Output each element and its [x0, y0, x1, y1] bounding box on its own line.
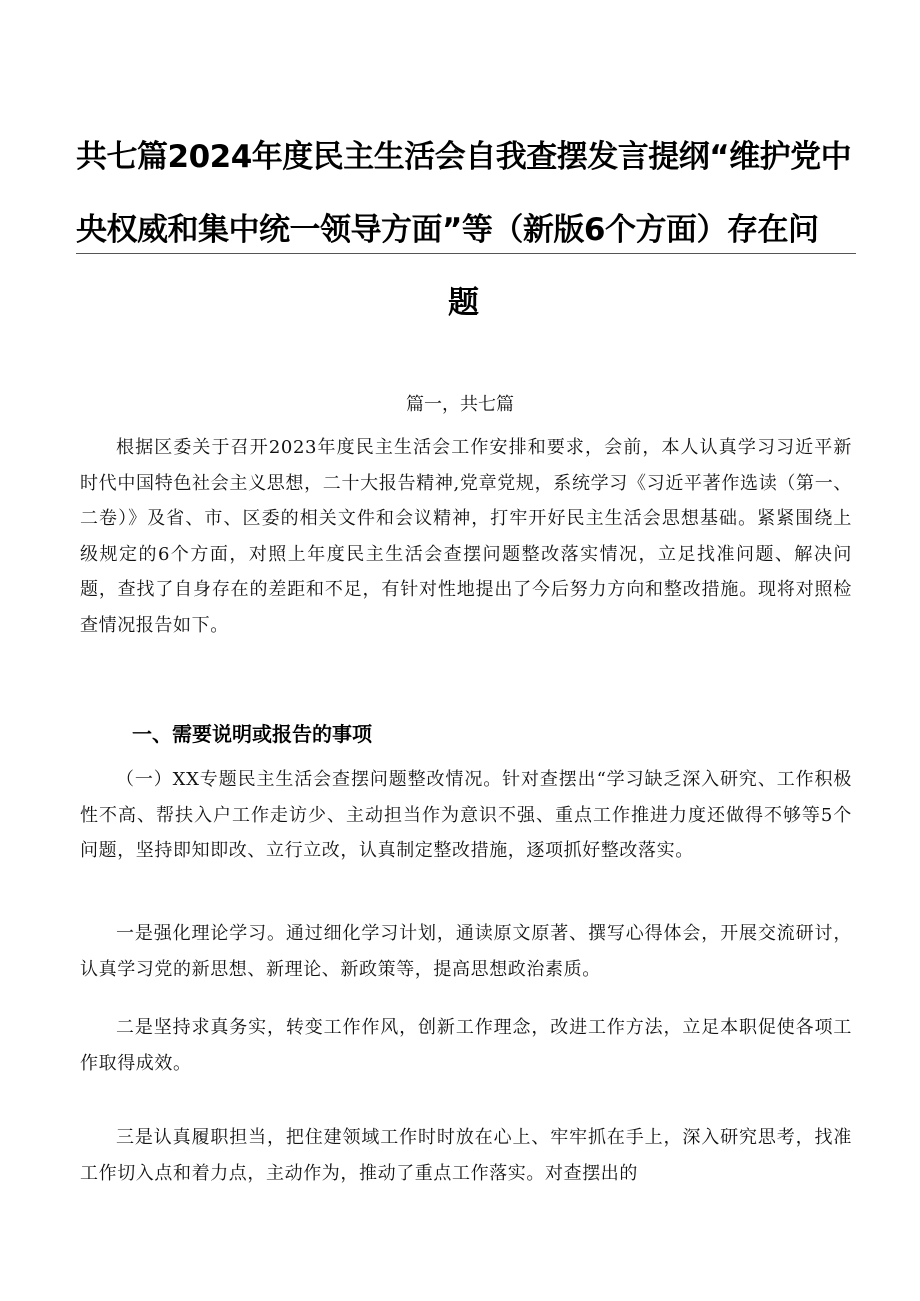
title-divider [76, 253, 856, 254]
title-line-1: 共七篇2024年度民主生活会自我查摆发言提纲“维护党中 [76, 139, 852, 175]
section-heading: 一、需要说明或报告的事项 [132, 722, 372, 746]
section-subtitle: 篇一，共七篇 [406, 394, 514, 415]
title-line-2: 央权威和集中统一领导方面”等（新版6个方面）存在问 [76, 212, 819, 248]
intro-paragraph: 根据区委关于召开2023年度民主生活会工作安排和要求，会前，本人认真学习习近平新时代中国特色社会主义思想，二十大报告精神,党章党规，系统学习《习近平著作选读（第一、二卷）》及省、市、区委的相关文件和会议精神，打牢开好民主生活会思想基础。紧紧围绕上级规定的6个方面，对照上年度民主生活会查摆问题整改落实情况，立足找准问题、解决问题，查找了自身存在的差距和不足，有针对性地提出了今后努力方向和整改措施。现将对照检查情况报告如下。 [80, 437, 852, 636]
paragraph-item-2: 一是强化理论学习。通过细化学习计划，通读原文原著、撰写心得体会，开展交流研讨，认真学习党的新思想、新理论、新政策等，提高思想政治素质。 [80, 923, 852, 980]
paragraph-item-3: 二是坚持求真务实，转变工作作风，创新工作理念，改进工作方法，立足本职促使各项工作取得成效。 [80, 1017, 852, 1074]
title-line-3: 题 [448, 285, 479, 321]
paragraph-item-1: （一）XX专题民主生活会查摆问题整改情况。针对查摆出“学习缺乏深入研究、工作积极性不高、帮扶入户工作走访少、主动担当作为意识不强、重点工作推进力度还做得不够等5个问题，坚持即知即改、立行立改，认真制定整改措施，逐项抓好整改落实。 [80, 769, 852, 861]
paragraph-item-4: 三是认真履职担当，把住建领域工作时时放在心上、牢牢抓在手上，深入研究思考，找准工作切入点和着力点，主动作为，推动了重点工作落实。对查摆出的 [80, 1127, 852, 1184]
